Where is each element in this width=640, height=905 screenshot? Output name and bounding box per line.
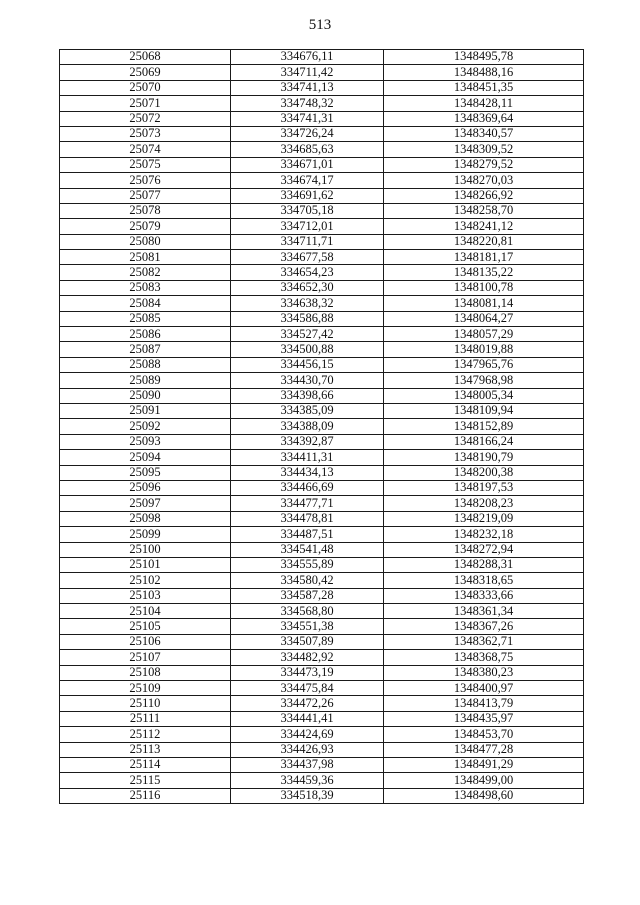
point-number-cell: 25072	[60, 111, 231, 126]
y-coordinate-cell: 1348400,97	[384, 681, 584, 696]
table-row	[60, 527, 584, 542]
table-row	[60, 696, 584, 711]
y-coordinate-cell: 1348367,26	[384, 619, 584, 634]
x-coordinate-cell: 334568,80	[231, 604, 384, 619]
x-coordinate-cell: 334741,13	[231, 80, 384, 95]
table-row	[60, 188, 584, 203]
y-coordinate-cell: 1348477,28	[384, 742, 584, 757]
x-coordinate-cell: 334518,39	[231, 788, 384, 803]
x-coordinate-cell: 334711,71	[231, 234, 384, 249]
x-coordinate-cell: 334392,87	[231, 434, 384, 449]
x-coordinate-cell: 334711,42	[231, 65, 384, 80]
point-number-cell: 25103	[60, 588, 231, 603]
x-coordinate-cell: 334434,13	[231, 465, 384, 480]
point-number-cell: 25084	[60, 296, 231, 311]
point-number-cell: 25081	[60, 250, 231, 265]
y-coordinate-cell: 1348361,34	[384, 604, 584, 619]
point-number-cell: 25113	[60, 742, 231, 757]
x-coordinate-cell: 334677,58	[231, 250, 384, 265]
y-coordinate-cell: 1348498,60	[384, 788, 584, 803]
table-row	[60, 681, 584, 696]
x-coordinate-cell: 334685,63	[231, 142, 384, 157]
table-row	[60, 480, 584, 495]
y-coordinate-cell: 1348333,66	[384, 588, 584, 603]
y-coordinate-cell: 1348428,11	[384, 96, 584, 111]
x-coordinate-cell: 334674,17	[231, 173, 384, 188]
x-coordinate-cell: 334638,32	[231, 296, 384, 311]
x-coordinate-cell: 334712,01	[231, 219, 384, 234]
table-row	[60, 65, 584, 80]
y-coordinate-cell: 1347965,76	[384, 357, 584, 372]
table-row	[60, 342, 584, 357]
point-number-cell: 25098	[60, 511, 231, 526]
table-row	[60, 327, 584, 342]
x-coordinate-cell: 334388,09	[231, 419, 384, 434]
table-row	[60, 742, 584, 757]
table-row	[60, 388, 584, 403]
y-coordinate-cell: 1348266,92	[384, 188, 584, 203]
point-number-cell: 25076	[60, 173, 231, 188]
table-row	[60, 403, 584, 418]
y-coordinate-cell: 1348435,97	[384, 711, 584, 726]
x-coordinate-cell: 334466,69	[231, 480, 384, 495]
x-coordinate-cell: 334541,48	[231, 542, 384, 557]
y-coordinate-cell: 1348499,00	[384, 773, 584, 788]
x-coordinate-cell: 334551,38	[231, 619, 384, 634]
table-row	[60, 111, 584, 126]
coordinates-table	[59, 49, 584, 804]
table-row	[60, 450, 584, 465]
point-number-cell: 25093	[60, 434, 231, 449]
point-number-cell: 25080	[60, 234, 231, 249]
y-coordinate-cell: 1348219,09	[384, 511, 584, 526]
point-number-cell: 25085	[60, 311, 231, 326]
x-coordinate-cell: 334741,31	[231, 111, 384, 126]
table-row	[60, 142, 584, 157]
y-coordinate-cell: 1348309,52	[384, 142, 584, 157]
x-coordinate-cell: 334748,32	[231, 96, 384, 111]
table-row	[60, 711, 584, 726]
y-coordinate-cell: 1348318,65	[384, 573, 584, 588]
y-coordinate-cell: 1348197,53	[384, 480, 584, 495]
x-coordinate-cell: 334676,11	[231, 50, 384, 65]
table-row	[60, 280, 584, 295]
x-coordinate-cell: 334426,93	[231, 742, 384, 757]
y-coordinate-cell: 1348288,31	[384, 557, 584, 572]
x-coordinate-cell: 334671,01	[231, 157, 384, 172]
point-number-cell: 25109	[60, 681, 231, 696]
table-row	[60, 511, 584, 526]
table-row	[60, 465, 584, 480]
x-coordinate-cell: 334527,42	[231, 327, 384, 342]
table-row	[60, 373, 584, 388]
y-coordinate-cell: 1348413,79	[384, 696, 584, 711]
point-number-cell: 25096	[60, 480, 231, 495]
x-coordinate-cell: 334459,36	[231, 773, 384, 788]
y-coordinate-cell: 1348368,75	[384, 650, 584, 665]
point-number-cell: 25074	[60, 142, 231, 157]
y-coordinate-cell: 1348081,14	[384, 296, 584, 311]
table-row	[60, 96, 584, 111]
y-coordinate-cell: 1348380,23	[384, 665, 584, 680]
y-coordinate-cell: 1348181,17	[384, 250, 584, 265]
point-number-cell: 25083	[60, 280, 231, 295]
table-row	[60, 203, 584, 218]
y-coordinate-cell: 1348258,70	[384, 203, 584, 218]
table-row	[60, 619, 584, 634]
x-coordinate-cell: 334580,42	[231, 573, 384, 588]
y-coordinate-cell: 1348362,71	[384, 634, 584, 649]
x-coordinate-cell: 334430,70	[231, 373, 384, 388]
point-number-cell: 25088	[60, 357, 231, 372]
point-number-cell: 25110	[60, 696, 231, 711]
x-coordinate-cell: 334472,26	[231, 696, 384, 711]
x-coordinate-cell: 334507,89	[231, 634, 384, 649]
point-number-cell: 25077	[60, 188, 231, 203]
point-number-cell: 25102	[60, 573, 231, 588]
table-row	[60, 265, 584, 280]
table-row	[60, 250, 584, 265]
table-row	[60, 126, 584, 141]
x-coordinate-cell: 334652,30	[231, 280, 384, 295]
x-coordinate-cell: 334398,66	[231, 388, 384, 403]
x-coordinate-cell: 334587,28	[231, 588, 384, 603]
table-row	[60, 665, 584, 680]
point-number-cell: 25082	[60, 265, 231, 280]
y-coordinate-cell: 1348220,81	[384, 234, 584, 249]
point-number-cell: 25101	[60, 557, 231, 572]
point-number-cell: 25100	[60, 542, 231, 557]
x-coordinate-cell: 334705,18	[231, 203, 384, 218]
table-row	[60, 50, 584, 65]
table-row	[60, 496, 584, 511]
y-coordinate-cell: 1348241,12	[384, 219, 584, 234]
y-coordinate-cell: 1348100,78	[384, 280, 584, 295]
point-number-cell: 25078	[60, 203, 231, 218]
point-number-cell: 25075	[60, 157, 231, 172]
y-coordinate-cell: 1348495,78	[384, 50, 584, 65]
y-coordinate-cell: 1348451,35	[384, 80, 584, 95]
y-coordinate-cell: 1348057,29	[384, 327, 584, 342]
table-row	[60, 157, 584, 172]
y-coordinate-cell: 1348005,34	[384, 388, 584, 403]
x-coordinate-cell: 334385,09	[231, 403, 384, 418]
x-coordinate-cell: 334456,15	[231, 357, 384, 372]
y-coordinate-cell: 1348369,64	[384, 111, 584, 126]
point-number-cell: 25112	[60, 727, 231, 742]
table-row	[60, 234, 584, 249]
point-number-cell: 25115	[60, 773, 231, 788]
table-row	[60, 573, 584, 588]
y-coordinate-cell: 1348190,79	[384, 450, 584, 465]
table-row	[60, 757, 584, 772]
x-coordinate-cell: 334555,89	[231, 557, 384, 572]
point-number-cell: 25094	[60, 450, 231, 465]
x-coordinate-cell: 334726,24	[231, 126, 384, 141]
table-row	[60, 557, 584, 572]
y-coordinate-cell: 1348064,27	[384, 311, 584, 326]
point-number-cell: 25070	[60, 80, 231, 95]
point-number-cell: 25069	[60, 65, 231, 80]
point-number-cell: 25071	[60, 96, 231, 111]
y-coordinate-cell: 1348270,03	[384, 173, 584, 188]
y-coordinate-cell: 1348272,94	[384, 542, 584, 557]
table-row	[60, 650, 584, 665]
x-coordinate-cell: 334654,23	[231, 265, 384, 280]
y-coordinate-cell: 1348279,52	[384, 157, 584, 172]
point-number-cell: 25105	[60, 619, 231, 634]
point-number-cell: 25116	[60, 788, 231, 803]
table-row	[60, 604, 584, 619]
x-coordinate-cell: 334437,98	[231, 757, 384, 772]
table-row	[60, 434, 584, 449]
table-row	[60, 542, 584, 557]
point-number-cell: 25104	[60, 604, 231, 619]
x-coordinate-cell: 334478,81	[231, 511, 384, 526]
point-number-cell: 25107	[60, 650, 231, 665]
x-coordinate-cell: 334477,71	[231, 496, 384, 511]
x-coordinate-cell: 334475,84	[231, 681, 384, 696]
point-number-cell: 25068	[60, 50, 231, 65]
x-coordinate-cell: 334473,19	[231, 665, 384, 680]
point-number-cell: 25095	[60, 465, 231, 480]
x-coordinate-cell: 334482,92	[231, 650, 384, 665]
point-number-cell: 25092	[60, 419, 231, 434]
point-number-cell: 25097	[60, 496, 231, 511]
table-row	[60, 357, 584, 372]
point-number-cell: 25089	[60, 373, 231, 388]
table-row	[60, 80, 584, 95]
y-coordinate-cell: 1348208,23	[384, 496, 584, 511]
table-row	[60, 173, 584, 188]
page-number: 513	[308, 17, 332, 33]
point-number-cell: 25079	[60, 219, 231, 234]
x-coordinate-cell: 334500,88	[231, 342, 384, 357]
x-coordinate-cell: 334487,51	[231, 527, 384, 542]
y-coordinate-cell: 1348200,38	[384, 465, 584, 480]
table-row	[60, 634, 584, 649]
x-coordinate-cell: 334441,41	[231, 711, 384, 726]
point-number-cell: 25090	[60, 388, 231, 403]
y-coordinate-cell: 1348453,70	[384, 727, 584, 742]
point-number-cell: 25091	[60, 403, 231, 418]
y-coordinate-cell: 1348232,18	[384, 527, 584, 542]
point-number-cell: 25106	[60, 634, 231, 649]
table-row	[60, 588, 584, 603]
x-coordinate-cell: 334424,69	[231, 727, 384, 742]
y-coordinate-cell: 1348488,16	[384, 65, 584, 80]
y-coordinate-cell: 1348166,24	[384, 434, 584, 449]
table-row	[60, 773, 584, 788]
x-coordinate-cell: 334586,88	[231, 311, 384, 326]
point-number-cell: 25087	[60, 342, 231, 357]
point-number-cell: 25108	[60, 665, 231, 680]
y-coordinate-cell: 1348019,88	[384, 342, 584, 357]
y-coordinate-cell: 1348491,29	[384, 757, 584, 772]
y-coordinate-cell: 1348135,22	[384, 265, 584, 280]
table-row	[60, 311, 584, 326]
point-number-cell: 25099	[60, 527, 231, 542]
y-coordinate-cell: 1347968,98	[384, 373, 584, 388]
table-row	[60, 219, 584, 234]
table-row	[60, 419, 584, 434]
point-number-cell: 25114	[60, 757, 231, 772]
table-row	[60, 727, 584, 742]
y-coordinate-cell: 1348152,89	[384, 419, 584, 434]
table-row	[60, 788, 584, 803]
table-row	[60, 296, 584, 311]
point-number-cell: 25073	[60, 126, 231, 141]
point-number-cell: 25086	[60, 327, 231, 342]
x-coordinate-cell: 334411,31	[231, 450, 384, 465]
coordinates-table-body	[60, 50, 584, 804]
point-number-cell: 25111	[60, 711, 231, 726]
y-coordinate-cell: 1348109,94	[384, 403, 584, 418]
x-coordinate-cell: 334691,62	[231, 188, 384, 203]
y-coordinate-cell: 1348340,57	[384, 126, 584, 141]
